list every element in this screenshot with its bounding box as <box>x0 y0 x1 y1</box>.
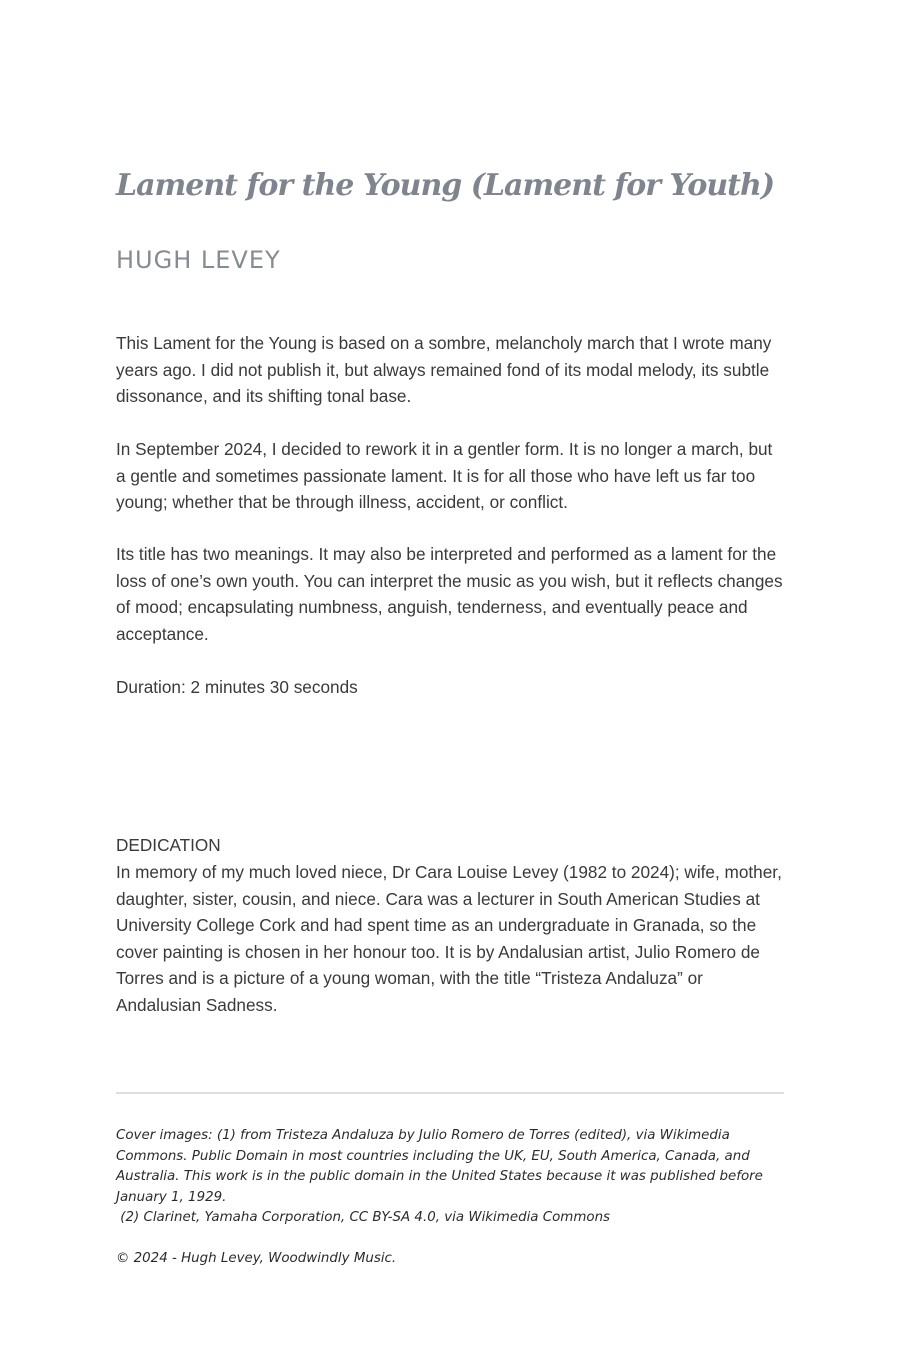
credits-cover-images: Cover images: (1) from Tristeza Andaluza by Julio Romero de Torres (edited), via Wikimedia Commons. Public Domain in most countries including the UK, EU, South America, Canada, and Australia. This work is in the public domain in the United States because it was published before January 1, 1929. <box>116 1128 763 1205</box>
dedication-text: In memory of my much loved niece, Dr Cara Louise Levey (1982 to 2024); wife, mother, daughter, sister, cousin, and niece. Cara was a lecturer in South American Studies at University College Cork and had spent time as an undergraduate in Granada, so the cover painting is chosen in her honour too. It is by Andalusian artist, Julio Romero de Torres and is a picture of a young woman, with the title “Tristeza Andaluza” or Andalusian Sadness. <box>116 862 782 1015</box>
page-title: Lament for the Young (Lament for Youth) <box>116 168 775 203</box>
dedication-heading: DEDICATION <box>116 835 221 855</box>
paragraph-intro: This Lament for the Young is based on a sombre, melancholy march that I wrote many years ago. I did not publish it, but always remained fond of its modal melody, its subtle dissonance, and its shifting tonal base. <box>116 333 772 406</box>
paragraph-title-meaning: Its title has two meanings. It may also be interpreted and performed as a lament for the loss of one’s own youth. You can interpret the music as you wish, but it reflects changes of mood; encapsulating numbness, anguish, tenderness, and eventually peace and acceptance. <box>116 544 783 644</box>
divider <box>116 1092 784 1094</box>
duration-text: Duration: 2 minutes 30 seconds <box>116 677 358 697</box>
credits <box>116 1126 786 1229</box>
credits-clarinet: (2) Clarinet, Yamaha Corporation, CC BY-SA 4.0, via Wikimedia Commons <box>116 1210 611 1225</box>
author-name: HUGH LEVEY <box>116 246 281 274</box>
paragraph-rework: In September 2024, I decided to rework it in a gentler form. It is no longer a march, but a gentle and sometimes passionate lament. It is for all those who have left us far too young; whether that be through illness, accident, or conflict. <box>116 439 773 512</box>
copyright-notice: © 2024 - Hugh Levey, Woodwindly Music. <box>116 1251 397 1266</box>
